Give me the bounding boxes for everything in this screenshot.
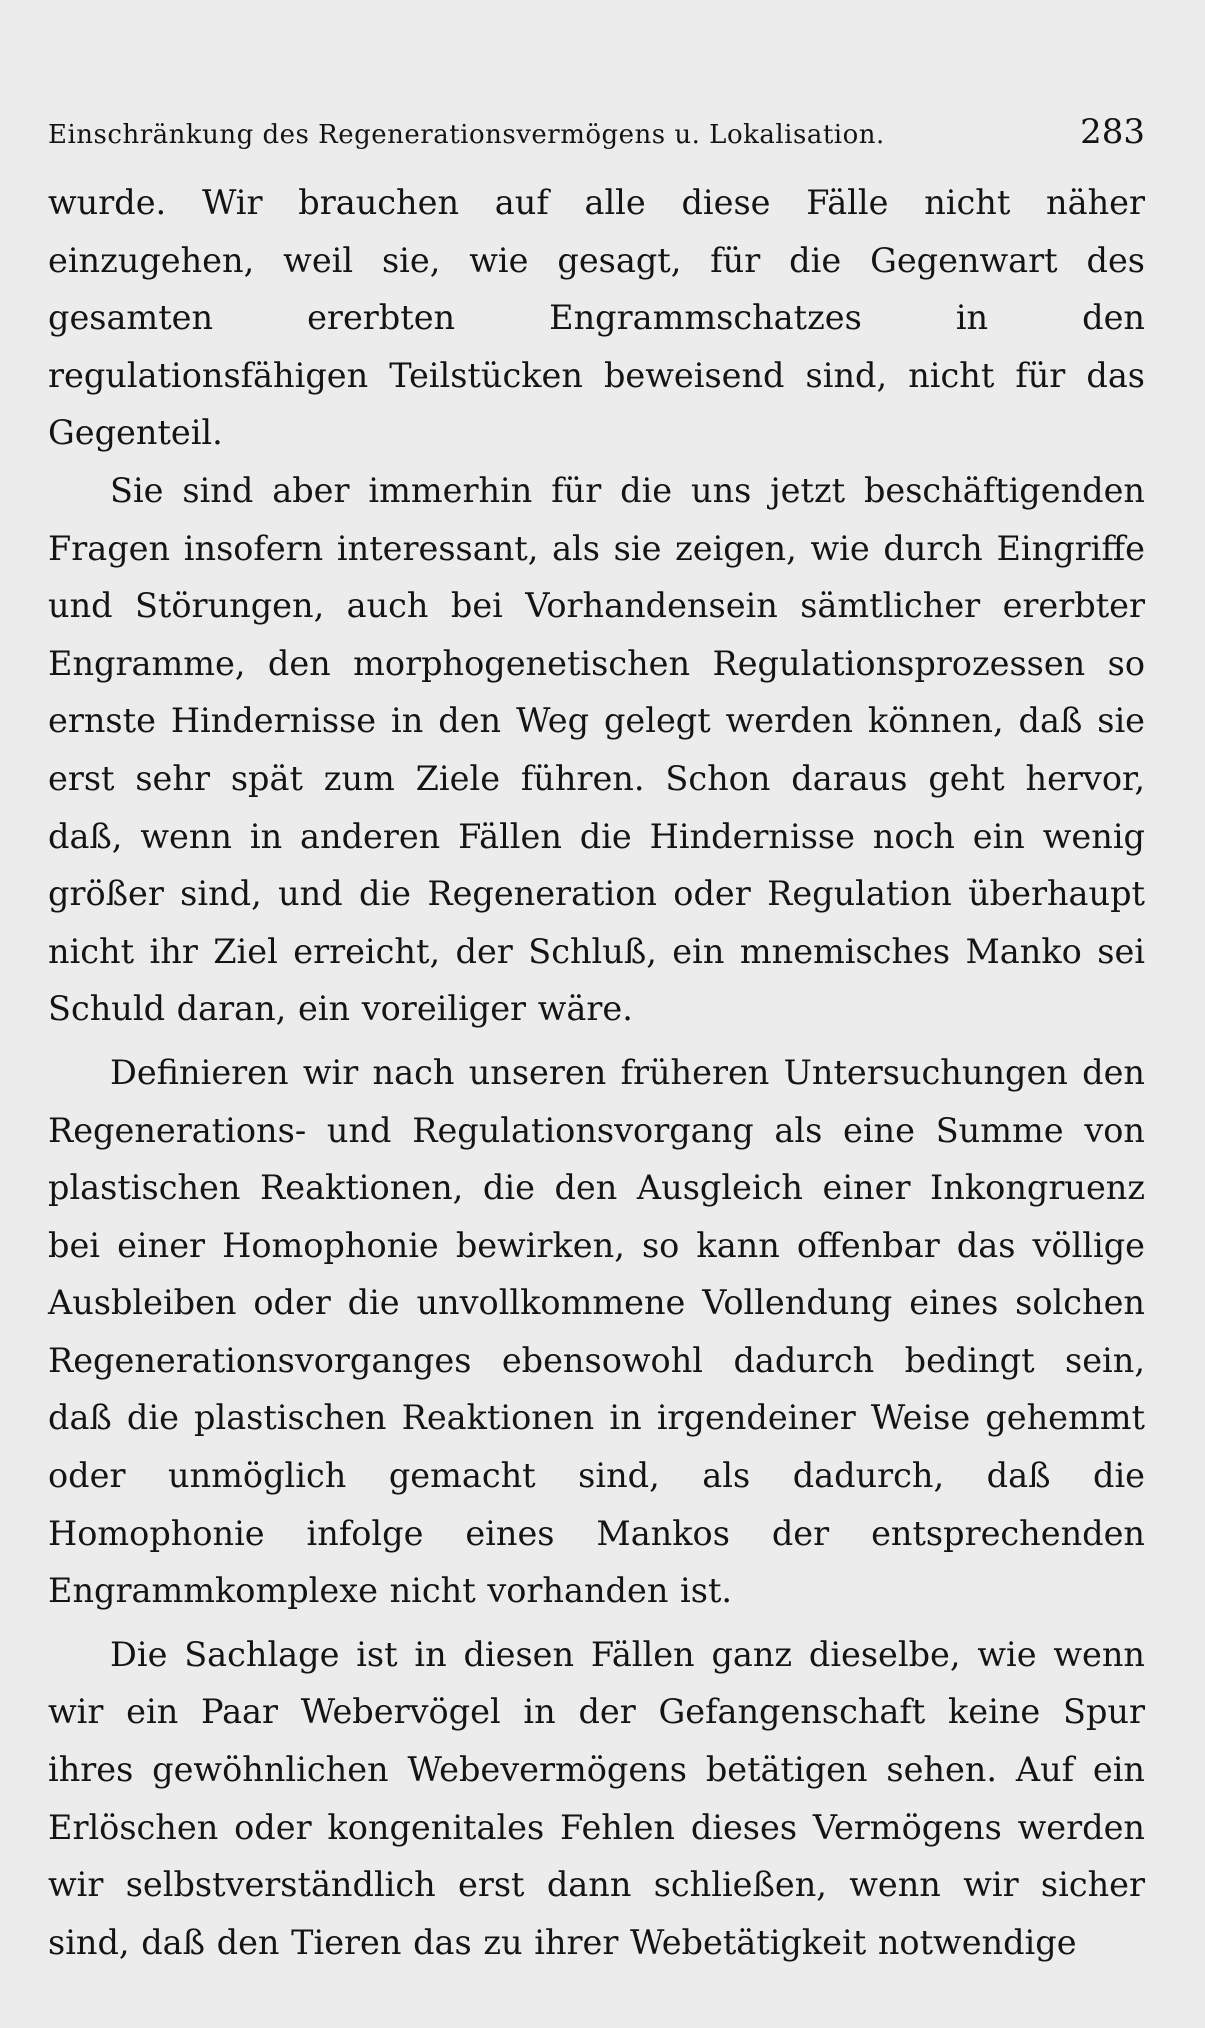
body-text — [48, 174, 1145, 1971]
paragraph: Die Sachlage ist in diesen Fällen ganz dieselbe, wie wenn wir ein Paar Webervögel in der Gefangenschaft keine Spur ihres gewöhnlichen Webevermögens betätigen sehen. Auf ein Erlöschen oder kongenitales Fehlen dieses Vermögens werden wir selbstverständlich erst dann schließen, wenn wir sicher sind, daß den Tieren das zu ihrer Webetätigkeit notwendige — [48, 1634, 1145, 1962]
paragraph: Definieren wir nach unseren früheren Untersuchungen den Regenerations- und Regulationsvorgang als eine Summe von plastischen Reaktionen, die den Ausgleich einer Inkongruenz bei einer Homophonie bewirken, so kann offenbar das völlige Ausbleiben oder die unvollkommene Vollendung eines solchen Regenerationsvorganges ebensowohl dadurch bedingt sein, daß die plastischen Reaktionen in irgendeiner Weise gehemmt oder unmöglich gemacht sind, als dadurch, daß die Homophonie infolge eines Mankos der entsprechenden Engrammkomplexe nicht vorhanden ist. — [48, 1052, 1145, 1611]
running-head — [48, 112, 1145, 160]
running-title: Einschränkung des Regenerationsvermögens u. Lokalisation. — [48, 120, 885, 150]
paragraph: Sie sind aber immerhin für die uns jetzt beschäftigenden Fragen insofern interessant, als sie zeigen, wie durch Eingriffe und Störungen, auch bei Vorhandensein sämtlicher ererbter Engramme, den morphogenetischen Regulationsprozessen so ernste Hindernisse in den Weg gelegt werden können, daß sie erst sehr spät zum Ziele führen. Schon daraus geht hervor, daß, wenn in anderen Fällen die Hindernisse noch ein wenig größer sind, und die Regeneration oder Regulation überhaupt nicht ihr Ziel erreicht, der Schluß, ein mnemisches Manko sei Schuld daran, ein voreiliger wäre. — [48, 470, 1145, 1029]
page-number: 283 — [1080, 112, 1145, 152]
paragraph-continued: wurde. Wir brauchen auf alle diese Fälle nicht näher einzugehen, weil sie, wie gesagt, für die Gegenwart des gesamten ererbten Engrammschatzes in den regulationsfähigen Teilstücken beweisend sind, nicht für das Gegenteil. — [48, 183, 1145, 453]
